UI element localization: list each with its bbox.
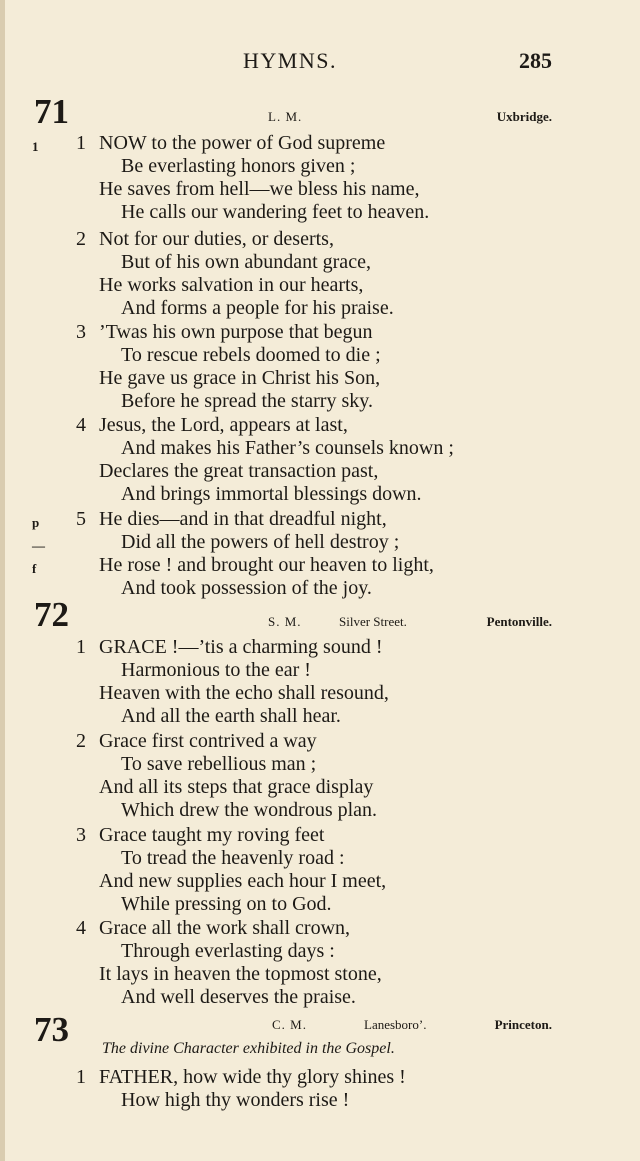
dynamics-mark: 1	[32, 139, 39, 154]
verse-line	[0, 508, 640, 531]
verse-line	[0, 531, 640, 554]
verse-text: Through everlasting days :	[121, 940, 335, 962]
verse-text: And new supplies each hour I meet,	[99, 870, 387, 892]
verse-line	[0, 460, 640, 483]
verse-line	[0, 344, 640, 367]
verse-line	[0, 554, 640, 577]
verse-number: 3	[76, 321, 86, 343]
hymn-meter: C. M.	[272, 1017, 307, 1032]
verse-text: He rose ! and brought our heaven to light,	[99, 554, 434, 576]
verse-line	[0, 799, 640, 822]
verse-number: 2	[76, 228, 86, 250]
verse-number: 1	[76, 1066, 86, 1088]
verse-number: 1	[76, 132, 86, 154]
verse-line	[0, 274, 640, 297]
verse-text: And all the earth shall hear.	[121, 705, 341, 727]
verse-text: To tread the heavenly road :	[121, 847, 345, 869]
verse-line	[0, 870, 640, 893]
verse-text: Grace first contrived a way	[99, 730, 317, 752]
verse-text: Harmonious to the ear !	[121, 659, 311, 681]
verse-line	[0, 390, 640, 413]
running-head	[0, 48, 640, 78]
verse-line	[0, 367, 640, 390]
verse-text: Be everlasting honors given ;	[121, 155, 356, 177]
tune-name: Pentonville.	[486, 614, 552, 629]
verse-text: NOW to the power of God supreme	[99, 132, 386, 154]
verse-line	[0, 321, 640, 344]
running-head-title: HYMNS.	[243, 48, 337, 73]
verse-number: 2	[76, 730, 86, 752]
verse-number: 4	[76, 414, 86, 436]
verse-text: Not for our duties, or deserts,	[99, 228, 334, 250]
verse-text: And forms a people for his praise.	[121, 297, 394, 319]
verse-text: And makes his Father’s counsels known ;	[121, 437, 454, 459]
verse-text: To rescue rebels doomed to die ;	[121, 344, 381, 366]
verse-text: Declares the great transaction past,	[99, 460, 379, 482]
verse-line	[0, 483, 640, 506]
verse-line	[0, 201, 640, 224]
verse-line	[0, 228, 640, 251]
verse-line	[0, 155, 640, 178]
verse-text: He calls our wandering feet to heaven.	[121, 201, 430, 223]
hymn-number: 71	[34, 92, 69, 131]
dynamics-mark: —	[32, 538, 45, 553]
verse-line	[0, 893, 640, 916]
verse-line	[0, 824, 640, 847]
verse-text: And took possession of the joy.	[121, 577, 372, 599]
verse-line	[0, 1089, 640, 1112]
verse-text: Heaven with the echo shall resound,	[99, 682, 389, 704]
verse-text: While pressing on to God.	[121, 893, 332, 915]
verse-line	[0, 963, 640, 986]
verse-number: 5	[76, 508, 86, 530]
verse-line	[0, 636, 640, 659]
dynamics-mark: f	[32, 561, 37, 576]
page-number: 285	[519, 48, 552, 73]
verse-text: FATHER, how wide thy glory shines !	[99, 1066, 406, 1088]
verse-text: And all its steps that grace display	[99, 776, 374, 798]
verse-text: He works salvation in our hearts,	[99, 274, 364, 296]
verse-line	[0, 437, 640, 460]
verse-line	[0, 776, 640, 799]
verse-text: Which drew the wondrous plan.	[121, 799, 378, 821]
verse-text: ’Twas his own purpose that begun	[99, 321, 373, 343]
tune-name: Silver Street.	[339, 614, 407, 629]
hymn-meter: S. M.	[268, 614, 302, 629]
tune-name: Princeton.	[494, 1017, 552, 1032]
verse-text: He dies—and in that dreadful night,	[99, 508, 387, 530]
verse-text: He saves from hell—we bless his name,	[99, 178, 420, 200]
verse-number: 4	[76, 917, 86, 939]
verse-text: Grace all the work shall crown,	[99, 917, 351, 939]
tune-name: Uxbridge.	[496, 109, 552, 124]
verse-line	[0, 132, 640, 155]
verse-line	[0, 705, 640, 728]
verse-line	[0, 730, 640, 753]
verse-line	[0, 847, 640, 870]
dynamics-mark: p	[32, 515, 40, 530]
verse-line	[0, 659, 640, 682]
verse-text: How high thy wonders rise !	[121, 1089, 350, 1111]
verse-number: 3	[76, 824, 86, 846]
verse-text: GRACE !—’tis a charming sound !	[99, 636, 383, 658]
hymn-number: 73	[34, 1010, 69, 1049]
verse-text: Before he spread the starry sky.	[121, 390, 373, 412]
verse-line	[0, 940, 640, 963]
hymn-72-header	[0, 595, 640, 635]
verse-line	[0, 178, 640, 201]
hymn-subtitle: The divine Character exhibited in the Gospel.	[102, 1040, 395, 1057]
verse-text: Did all the powers of hell destroy ;	[121, 531, 400, 553]
verse-line	[0, 297, 640, 320]
tune-name: Lanesboro’.	[364, 1017, 427, 1032]
verse-line	[0, 917, 640, 940]
verse-text: But of his own abundant grace,	[121, 251, 371, 273]
verse-number: 1	[76, 636, 86, 658]
verse-line	[0, 986, 640, 1009]
verse-text: He gave us grace in Christ his Son,	[99, 367, 381, 389]
verse-text: Grace taught my roving feet	[99, 824, 325, 846]
verse-text: To save rebellious man ;	[121, 753, 317, 775]
verse-text: It lays in heaven the topmost stone,	[99, 963, 382, 985]
hymn-number: 72	[34, 595, 69, 634]
verse-line	[0, 682, 640, 705]
hymn-meter: L. M.	[268, 109, 303, 124]
verse-line	[0, 251, 640, 274]
verse-line	[0, 753, 640, 776]
verse-text: Jesus, the Lord, appears at last,	[99, 414, 348, 436]
verse-text: And well deserves the praise.	[121, 986, 356, 1008]
verse-text: And brings immortal blessings down.	[121, 483, 422, 505]
verse-line	[0, 414, 640, 437]
hymn-71-header	[0, 92, 640, 132]
verse-line	[0, 1066, 640, 1089]
